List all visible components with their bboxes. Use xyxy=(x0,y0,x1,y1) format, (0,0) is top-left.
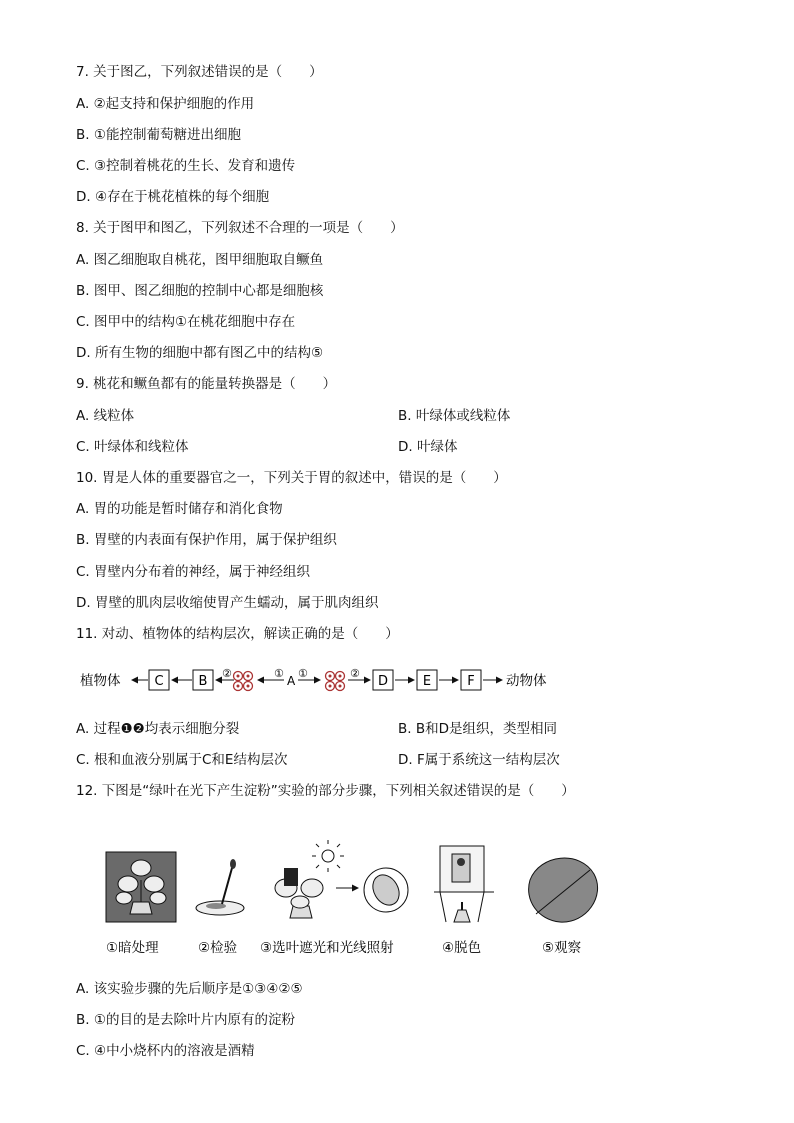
dark-treatment-illustration xyxy=(106,852,176,922)
caption-decolor: ④脱色 xyxy=(442,940,482,956)
q8-option-c: C. 图甲中的结构①在桃花细胞中存在 xyxy=(76,314,296,330)
q12-stem: 12. 下图是“绿叶在光下产生淀粉”实验的部分步骤，下列相关叙述错误的是（ ） xyxy=(76,783,575,799)
q7-option-a: A. ②起支持和保护细胞的作用 xyxy=(76,96,255,112)
box-b-label: B xyxy=(198,674,208,689)
q10-option-c: C. 胃壁内分布着的神经，属于神经组织 xyxy=(76,564,311,580)
q7-option-b: B. ①能控制葡萄糖进出细胞 xyxy=(76,127,241,143)
q10-stem: 10. 胃是人体的重要器官之一，下列关于胃的叙述中，错误的是（ ） xyxy=(76,470,507,486)
step1-label-left: ① xyxy=(274,667,284,680)
box-f-label: F xyxy=(467,674,475,689)
cell-a-label: A xyxy=(287,674,296,688)
q9-stem: 9. 桃花和鳜鱼都有的能量转换器是（ ） xyxy=(76,376,337,392)
q11-stem: 11. 对动、植物体的结构层次，解读正确的是（ ） xyxy=(76,626,399,642)
caption-test: ②检验 xyxy=(198,940,238,956)
observation-leaf-illustration xyxy=(529,858,598,922)
cell-cluster-left-icon xyxy=(234,672,253,691)
caption-observe: ⑤观察 xyxy=(542,940,582,956)
q8-option-a: A. 图乙细胞取自桃花，图甲细胞取自鳜鱼 xyxy=(76,252,324,268)
q8-stem: 8. 关于图甲和图乙，下列叙述不合理的一项是（ ） xyxy=(76,220,404,236)
q9-option-a: A. 线粒体 xyxy=(76,408,135,424)
q11-option-c: C. 根和血液分别属于C和E结构层次 xyxy=(76,752,288,768)
plant-body-label: 植物体 xyxy=(80,673,121,689)
box-c-label: C xyxy=(154,674,164,689)
animal-body-label: 动物体 xyxy=(506,673,547,689)
q12-option-b: B. ①的目的是去除叶片内原有的淀粉 xyxy=(76,1012,295,1028)
q12-option-c: C. ④中小烧杯内的溶液是酒精 xyxy=(76,1043,255,1059)
step1-label-right: ① xyxy=(298,667,308,680)
q9-option-c: C. 叶绿体和线粒体 xyxy=(76,439,189,455)
structure-level-diagram xyxy=(76,664,596,700)
box-d-label: D xyxy=(377,674,389,689)
q10-option-d: D. 胃壁的肌肉层收缩使胃产生蠕动，属于肌肉组织 xyxy=(76,595,379,611)
q8-option-b: B. 图甲、图乙细胞的控制中心都是细胞核 xyxy=(76,283,324,299)
q11-option-b: B. B和D是组织，类型相同 xyxy=(398,721,558,737)
q10-option-a: A. 胃的功能是暂时储存和消化食物 xyxy=(76,501,283,517)
cell-cluster-right-icon xyxy=(326,672,345,691)
caption-dark-treatment: ①暗处理 xyxy=(106,940,159,956)
iodine-test-illustration xyxy=(196,859,244,915)
q11-option-a: A. 过程❶❷均表示细胞分裂 xyxy=(76,721,240,737)
step2-label-left: ② xyxy=(222,667,232,680)
q12-option-a: A. 该实验步骤的先后顺序是①③④②⑤ xyxy=(76,981,303,997)
q7-option-d: D. ④存在于桃花植株的每个细胞 xyxy=(76,189,270,205)
decolorization-illustration xyxy=(434,846,494,922)
caption-shading-light: ③选叶遮光和光线照射 xyxy=(260,940,394,956)
q11-option-d: D. F属于系统这一结构层次 xyxy=(398,752,560,768)
box-e-label: E xyxy=(422,674,432,689)
q7-option-c: C. ③控制着桃花的生长、发育和遗传 xyxy=(76,158,296,174)
q8-option-d: D. 所有生物的细胞中都有图乙中的结构⑤ xyxy=(76,345,324,361)
q9-option-b: B. 叶绿体或线粒体 xyxy=(398,408,511,424)
q7-stem: 7. 关于图乙，下列叙述错误的是（ ） xyxy=(76,64,323,80)
shading-and-light-illustration xyxy=(275,840,408,918)
q9-option-d: D. 叶绿体 xyxy=(398,439,458,455)
q10-option-b: B. 胃壁的内表面有保护作用，属于保护组织 xyxy=(76,532,337,548)
step2-label-right: ② xyxy=(350,667,360,680)
experiment-figure xyxy=(100,840,620,970)
